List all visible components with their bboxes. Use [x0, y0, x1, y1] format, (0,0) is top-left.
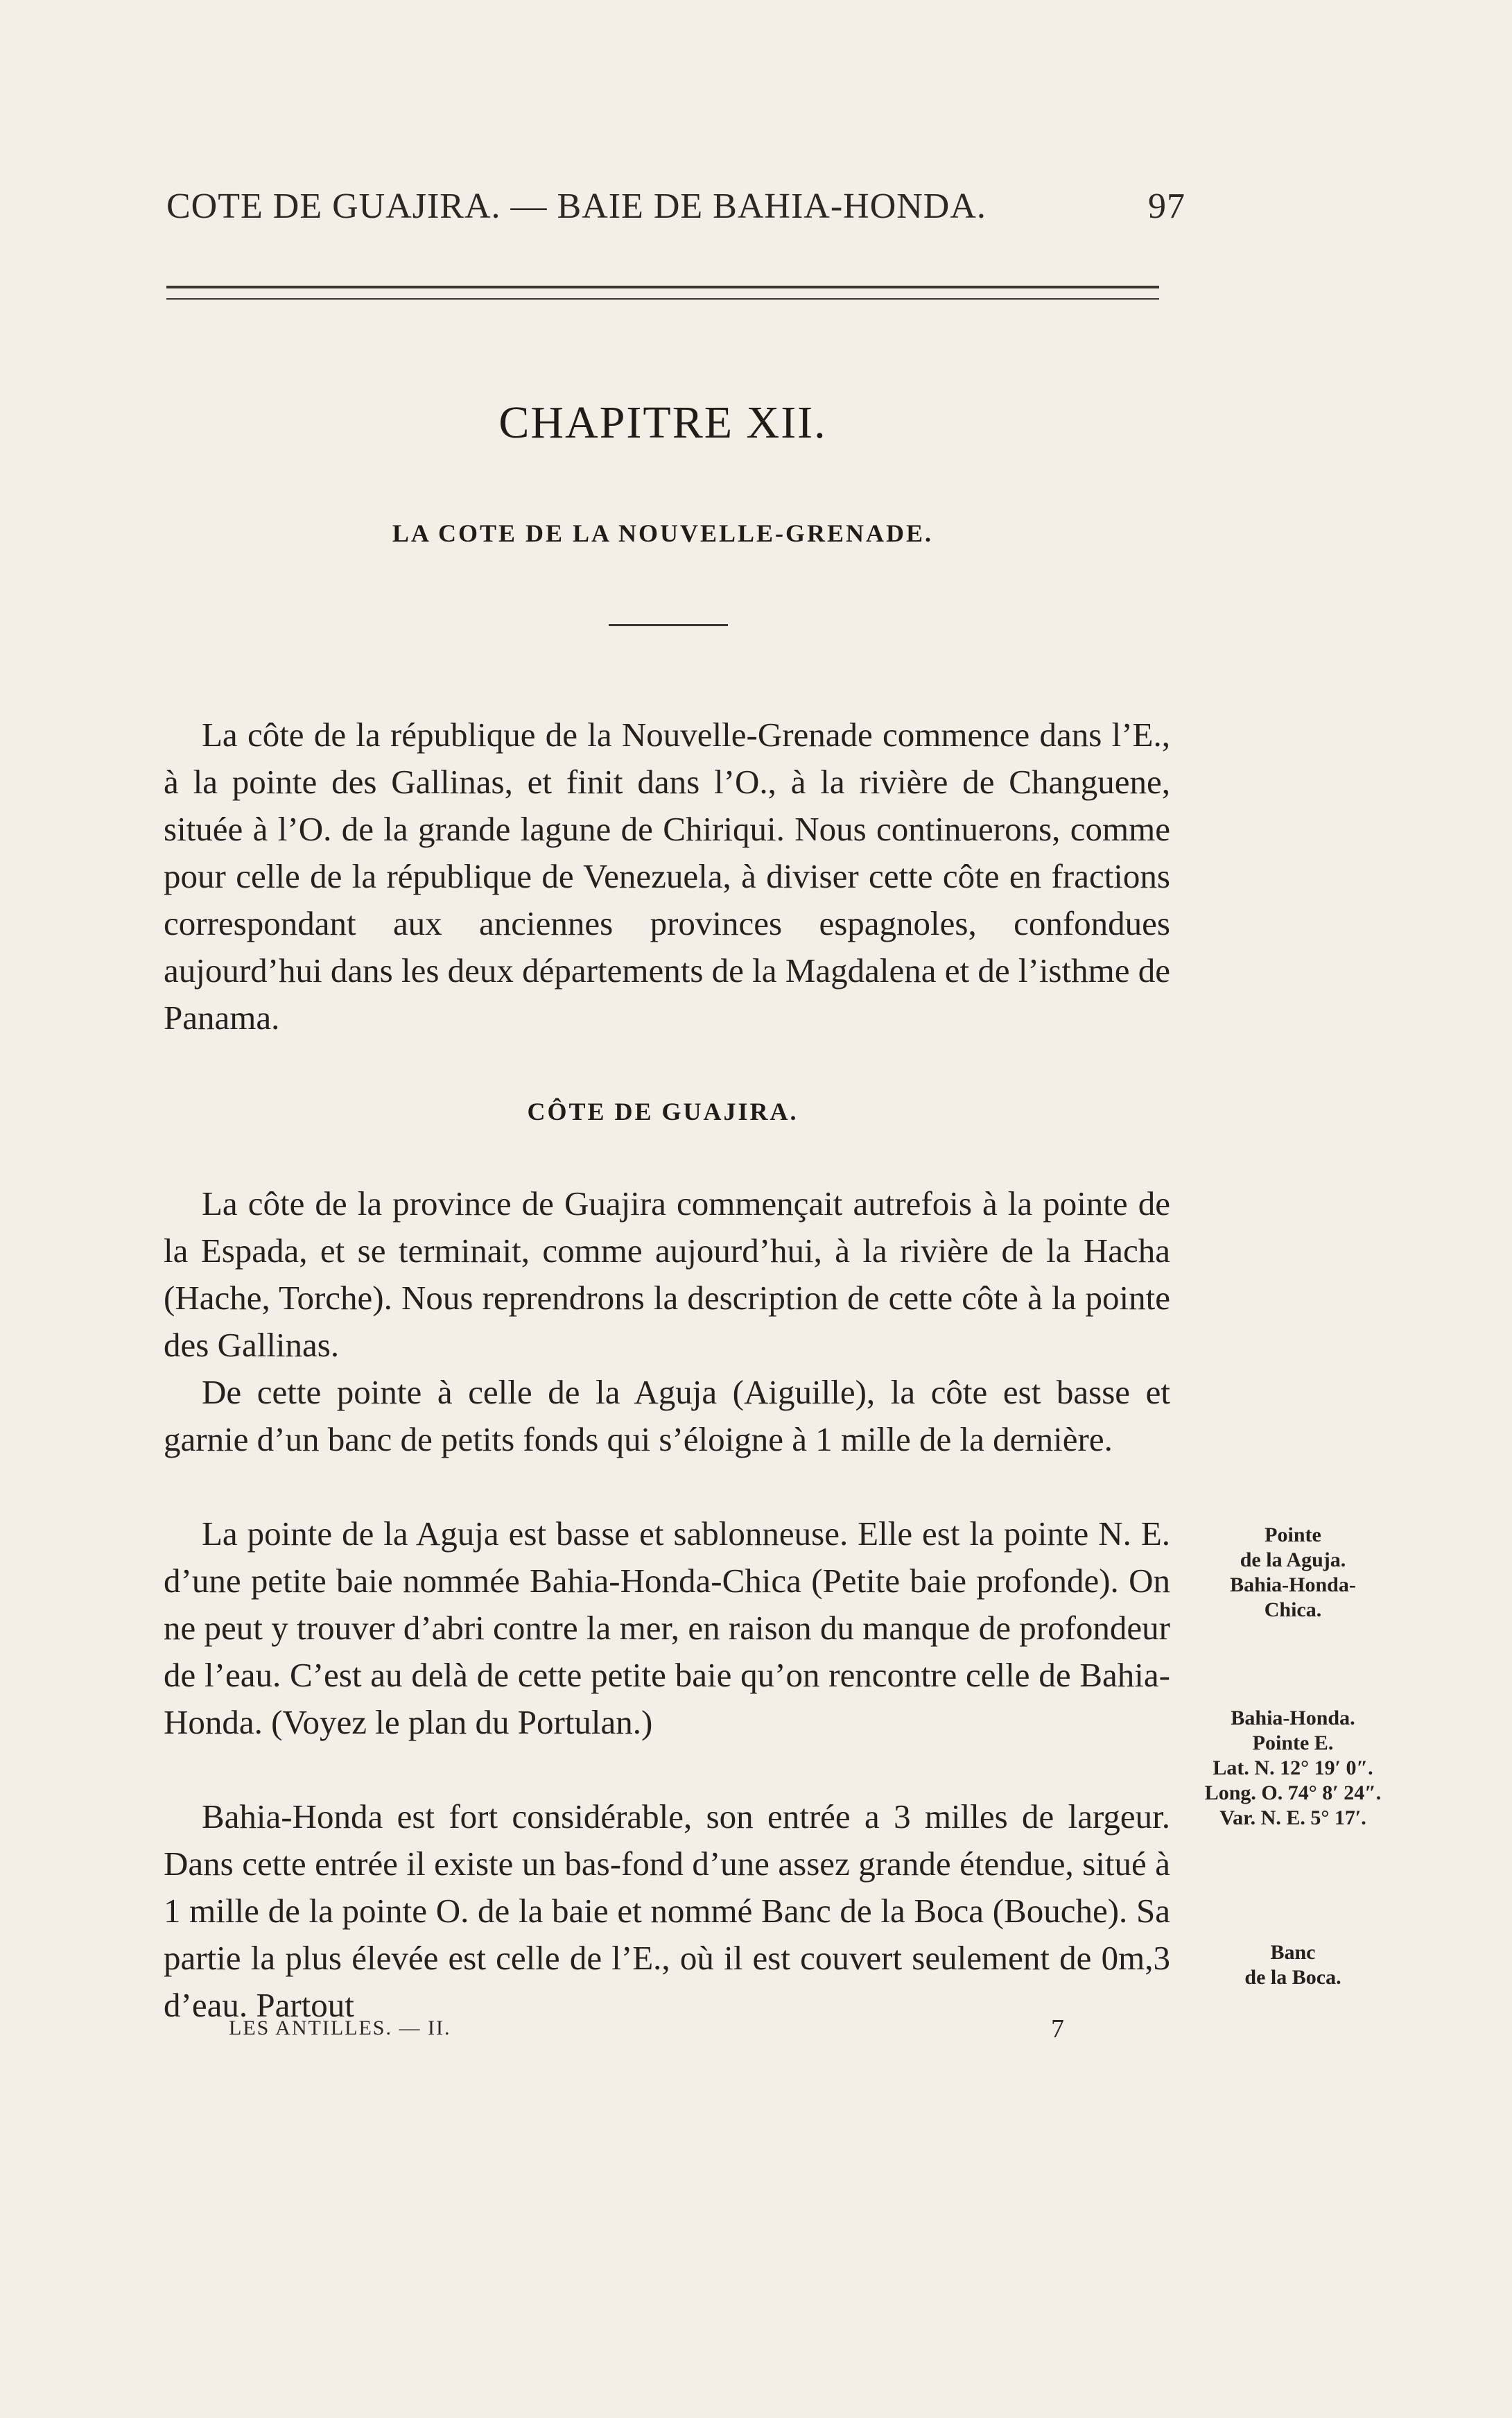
running-head — [166, 186, 1185, 227]
double-rule-top — [166, 286, 1159, 288]
footer-signature-number: 7 — [1051, 2014, 1064, 2044]
margin-note-line: Pointe E. — [1252, 1732, 1334, 1754]
running-head-title: COTE DE GUAJIRA. — BAIE DE BAHIA-HONDA. — [166, 187, 987, 226]
margin-note-line: Banc — [1270, 1941, 1316, 1964]
margin-note-bahia-honda — [1179, 1706, 1407, 1831]
margin-note-line: Chica. — [1264, 1598, 1322, 1621]
margin-note-line: de la Boca. — [1244, 1966, 1341, 1989]
double-rule-bottom — [166, 298, 1159, 300]
chapter-title: CHAPITRE XII. — [498, 397, 827, 448]
margin-note-line: Pointe — [1265, 1523, 1321, 1546]
body-paragraph-2: De cette pointe à celle de la Aguja (Aiguille), la côte est basse et garnie d’un banc de petits fonds qui s’éloigne à 1 mille de la dernière. — [164, 1373, 1170, 1458]
margin-note-line: Var. N. E. 5° 17′. — [1219, 1806, 1366, 1829]
body-paragraph-3: La pointe de la Aguja est basse et sablonneuse. Elle est la pointe N. E. d’une petite baie nommée Bahia-Honda-Chica (Petite baie profonde). On ne peut y trouver d’abri contre la mer, en raison du manque de profondeur de l’eau. C’est au delà de cette petite baie qu’on rencontre celle de Bahia-Honda. (Voyez le plan du Portulan.) — [164, 1514, 1170, 1741]
margin-note-line: Bahia-Honda- — [1230, 1573, 1356, 1596]
page-number: 97 — [1148, 187, 1185, 226]
margin-note-line: de la Aguja. — [1240, 1548, 1346, 1571]
chapter-subtitle: LA COTE DE LA NOUVELLE-GRENADE. — [392, 519, 934, 547]
margin-note-aguja — [1179, 1523, 1407, 1623]
margin-note-banc-boca — [1179, 1940, 1407, 1990]
body-paragraph-4: Bahia-Honda est fort considérable, son entrée a 3 milles de largeur. Dans cette entrée il existe un bas-fond d’une assez grande étendue, situé à 1 mille de la pointe O. de la baie et nommé Banc de la Boca (Bouche). Sa partie la plus élevée est celle de l’E., où il est couvert seulement de 0m,3 d’eau. Partout — [164, 1797, 1170, 2024]
section-divider — [609, 624, 728, 626]
margin-note-line: Long. O. 74° 8′ 24″. — [1204, 1781, 1382, 1804]
intro-paragraph: La côte de la république de la Nouvelle-Grenade commence dans l’E., à la pointe des Gallinas, et finit dans l’O., à la rivière de Changuene, située à l’O. de la grande lagune de Chiriqui. Nous continuerons, comme pour celle de la république de Venezuela, à diviser cette côte en fractions correspondant aux anciennes provinces espagnoles, confondues aujourd’hui dans les deux départements de la Magdalena et de l’isthme de Panama. — [164, 716, 1170, 1037]
body-paragraph-1: La côte de la province de Guajira commençait autrefois à la pointe de la Espada, et se terminait, comme aujourd’hui, à la rivière de la Hacha (Hache, Torche). Nous reprendrons la description de cette côte à la pointe des Gallinas. — [164, 1184, 1170, 1364]
footer-signature: LES ANTILLES. — II. — [229, 2017, 451, 2039]
margin-note-line: Lat. N. 12° 19′ 0″. — [1213, 1756, 1373, 1779]
section-heading: CÔTE DE GUAJIRA. — [527, 1098, 799, 1125]
margin-note-line: Bahia-Honda. — [1231, 1707, 1355, 1729]
